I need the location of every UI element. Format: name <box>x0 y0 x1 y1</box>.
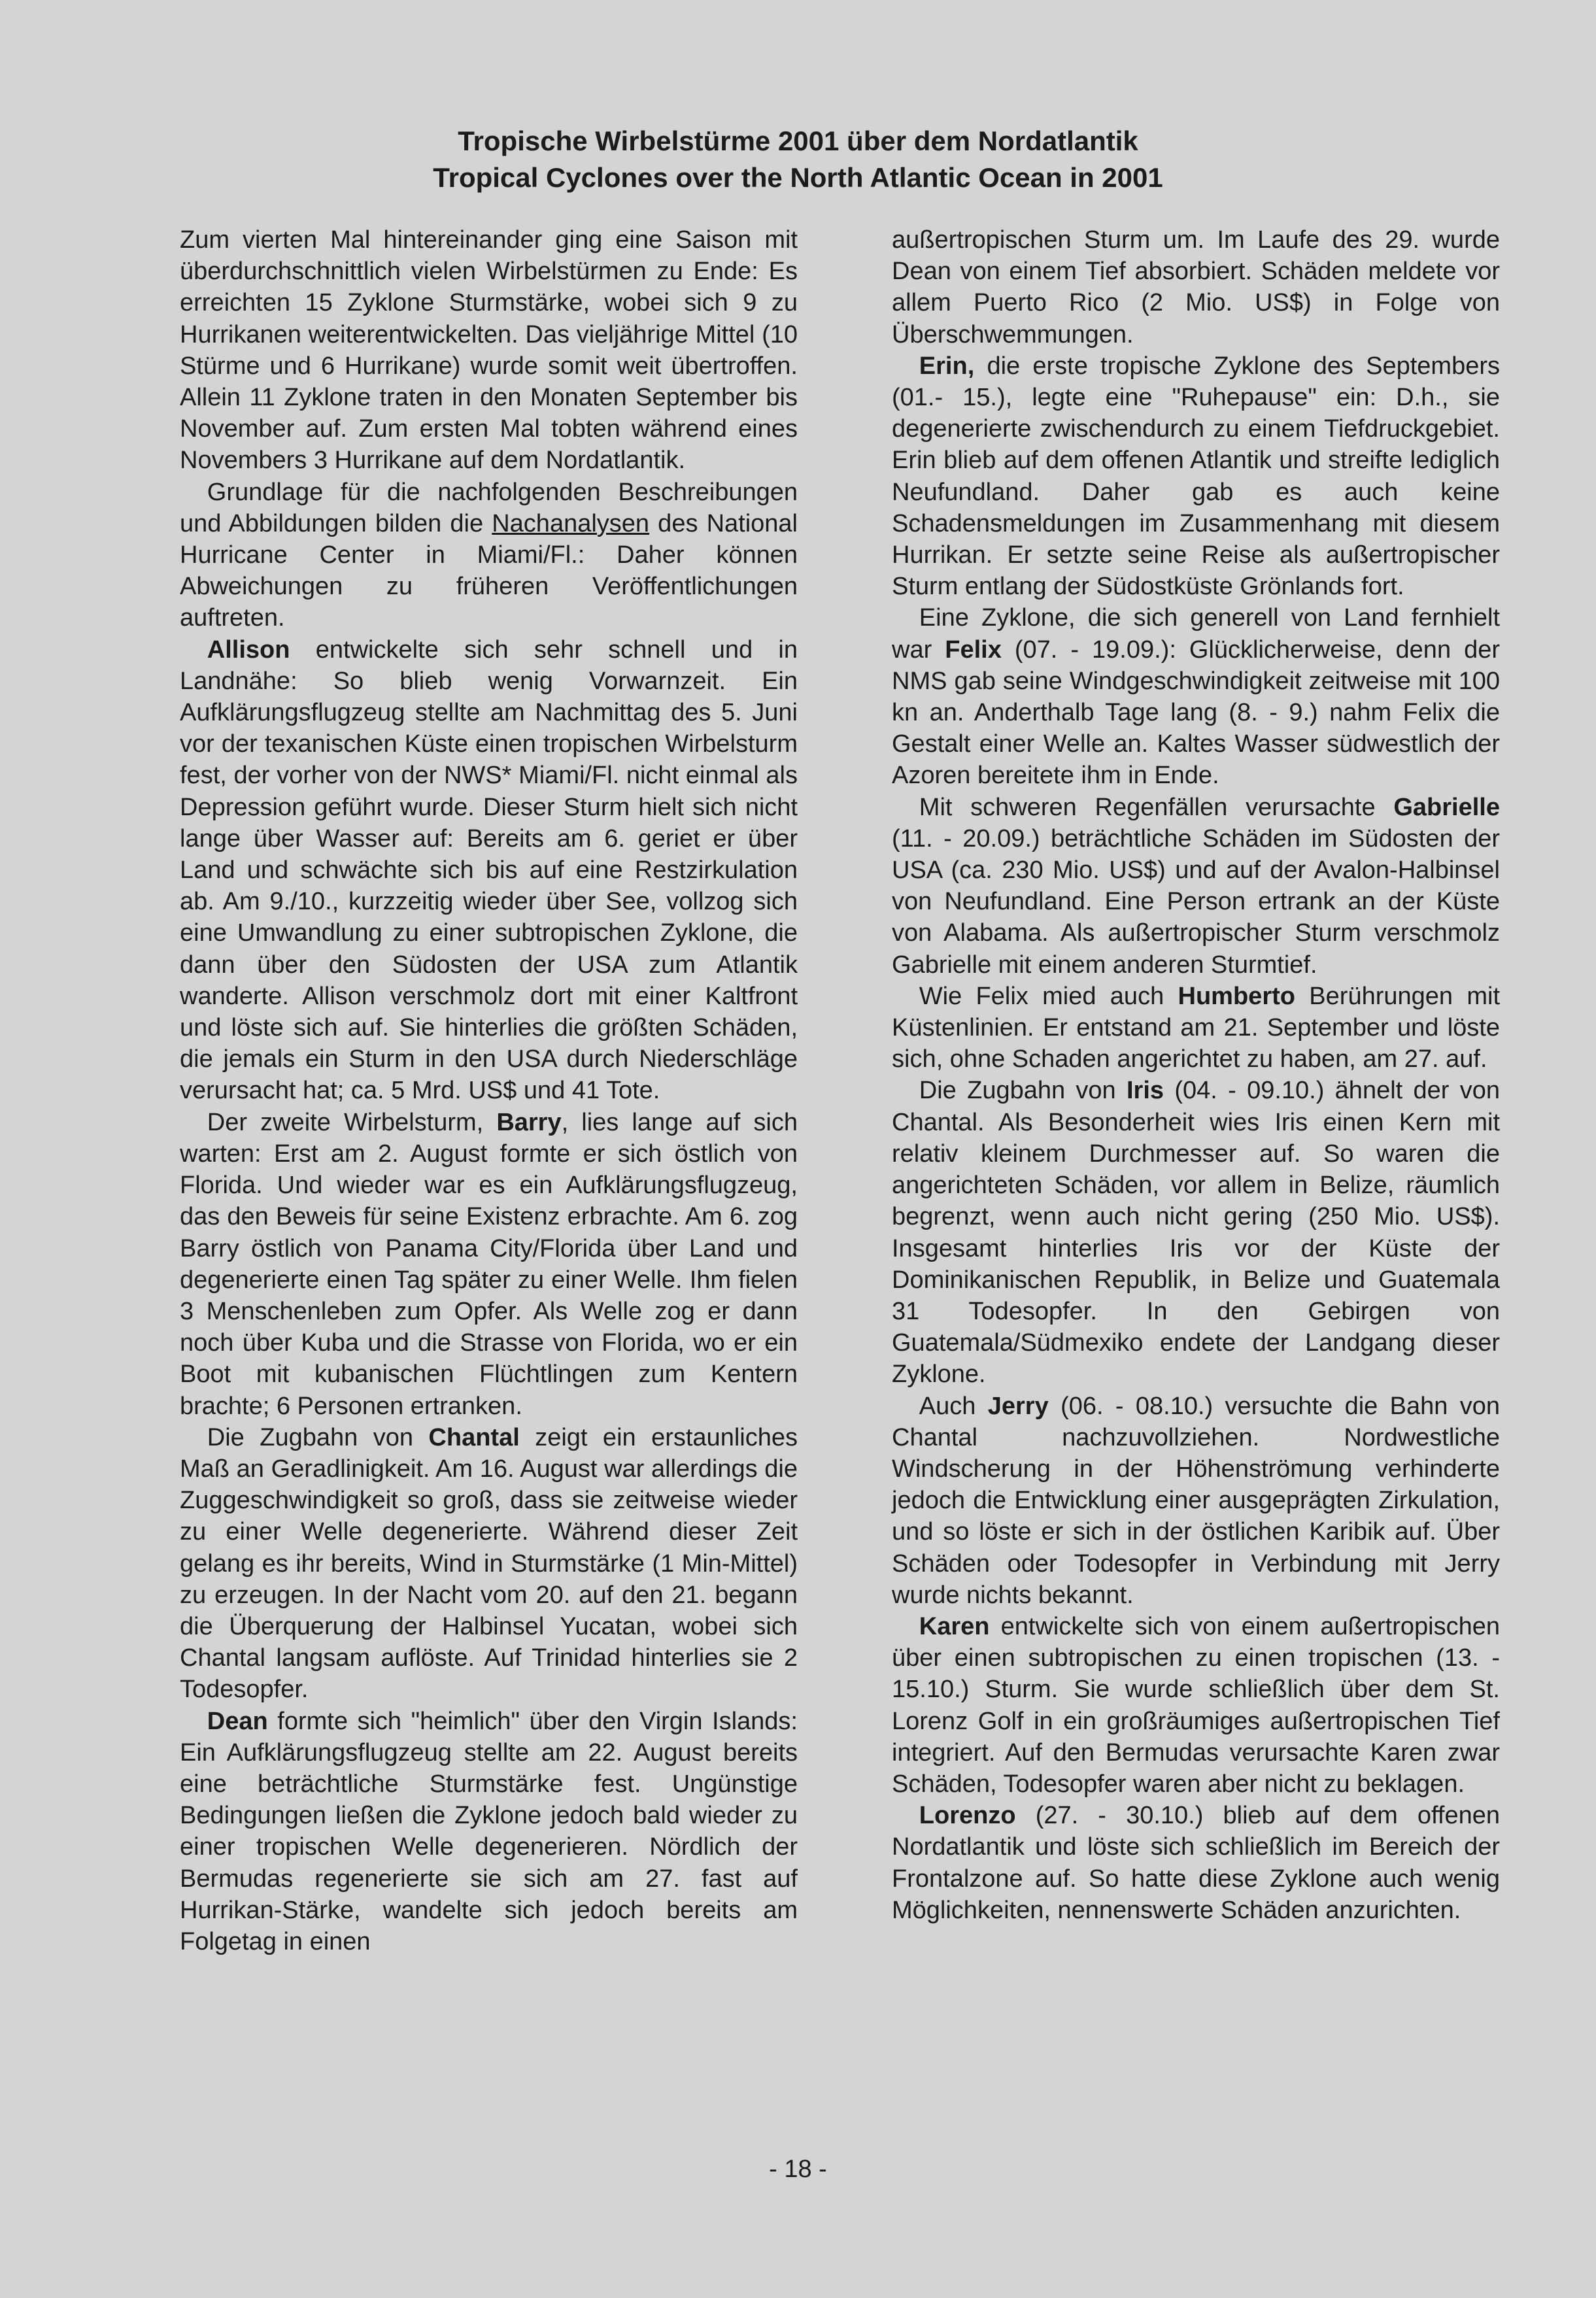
paragraph-text: entwickelte sich sehr schnell und in Landnähe: So blieb wenig Vorwarnzeit. Ein Aufklärungsflugzeug stellte am Nachmittag des 5. Juni vor der texanischen Küste einen tropischen Wirbelsturm fest, der vorher von der NWS* Miami/Fl. nicht einmal als Depression geführt wurde. Dieser Sturm hielt sich nicht lange über Wasser auf: Bereits am 6. geriet er über Land und schwächte sich bis auf eine Restzirkulation ab. Am 9./10., kurzzeitig wieder über See, vollzog sich eine Umwandlung zu einer subtropischen Zyklone, die dann über den Südosten der USA zum Atlantik wanderte. Allison verschmolz dort mit einer Kaltfront und löste sich auf. Sie hinterlies die größten Schäden, die jemals ein Sturm in den USA durch Niederschläge verursacht hat; ca. 5 Mrd. US$ und 41 Tote. <box>180 635 798 1105</box>
paragraph-text: (07. - 19.09.): Glücklicherweise, denn der NMS gab seine Windgeschwindigkeit zeitweise mit 100 kn an. Anderthalb Tage lang (8. - 9.) nahm Felix die Gestalt einer Welle an. Kaltes Wasser südwestlich der Azoren bereitete ihm in Ende. <box>892 635 1501 790</box>
paragraph-text: zeigt ein erstaunliches Maß an Geradlinigkeit. Am 16. August war allerdings die Zuggeschwindigkeit so groß, dass sie zeitweise wieder zu einer Welle degenerierte. Während dieser Zeit gelang es ihr bereits, Wind in Sturmstärke (1 Min-Mittel) zu erzeugen. In der Nacht vom 20. auf den 21. begann die Überquerung der Halbinsel Yucatan, wobei sich Chantal langsam auflöste. Auf Trinidad hinterlies sie 2 Todesopfer. <box>180 1423 798 1704</box>
paragraph-text: Zum vierten Mal hintereinander ging eine Saison mit überdurchschnittlich vielen Wirbelstürmen zu Ende: Es erreichten 15 Zyklone Sturmstärke, wobei sich 9 zu Hurrikanen weiterentwickelten. Das vieljährige Mittel (10 Stürme und 6 Hurrikane) wurde somit weit übertroffen. Allein 11 Zyklone traten in den Monaten September bis November auf. Zum ersten Mal tobten während eines Novembers 3 Hurrikane auf dem Nordatlantik. <box>180 226 798 475</box>
paragraph-humberto <box>892 981 1500 1075</box>
paragraph-lorenzo <box>892 1800 1500 1926</box>
paragraph-text: Eine Zyklone, die sich generell von Land fernhielt war <box>892 604 1500 664</box>
paragraph-text: Die Zugbahn von <box>919 1077 1127 1105</box>
paragraph-barry <box>180 1107 798 1422</box>
storm-name: Felix <box>945 635 1002 664</box>
title-german: Tropische Wirbelstürme 2001 über dem Nordatlantik <box>458 126 1138 156</box>
page-number: - 18 - <box>769 2155 827 2183</box>
storm-name: Allison <box>207 635 290 664</box>
paragraph-text: die erste tropische Zyklone des Septembers (01.- 15.), legte eine "Ruhepause" ein: D.h., sie degenerierte zwischendurch zu einem Tiefdruckgebiet. Erin blieb auf dem offenen Atlantik und streifte lediglich Neufundland. Daher gab es auch keine Schadensmeldungen im Zusammenhang mit diesem Hurrikan. Er setzte seine Reise als außertropischer Sturm entlang der Südostküste Grönlands fort. <box>892 352 1500 601</box>
paragraph-text: Der zweite Wirbelsturm, <box>207 1108 497 1136</box>
right-column <box>892 224 1500 1926</box>
paragraph-dean-continued <box>892 224 1500 350</box>
storm-name: Chantal <box>428 1423 520 1451</box>
paragraph-text: formte sich "heimlich" über den Virgin Islands: Ein Aufklärungsflugzeug stellte am 22. August bereits eine beträchtliche Sturmstärke fest. Ungünstige Bedingungen ließen die Zyklone jedoch bald wieder zu einer tropischen Welle degenerieren. Nördlich der Bermudas regenerierte sie sich am 27. fast auf Hurrikan-Stärke, wandelte sich jedoch bereits am Folgetag in einen <box>180 1707 798 1955</box>
storm-name: Iris <box>1127 1077 1164 1105</box>
storm-name: Dean <box>207 1707 268 1735</box>
paragraph-erin <box>892 350 1500 603</box>
paragraph-text: Mit schweren Regenfällen verursachte <box>919 793 1394 821</box>
storm-name: Karen <box>919 1612 990 1640</box>
storm-name: Gabrielle <box>1393 793 1500 821</box>
paragraph-chantal <box>180 1422 798 1706</box>
paragraph-text: (27. - 30.10.) blieb auf dem offenen Nordatlantik und löste sich schließlich im Bereich der Frontalzone auf. So hatte diese Zyklone auch wenig Möglichkeiten, nennenswerte Schäden anzurichten. <box>892 1802 1500 1924</box>
paragraph-text: Die Zugbahn von <box>207 1423 429 1451</box>
storm-name: Barry <box>496 1108 562 1136</box>
left-column <box>180 224 798 1957</box>
paragraph-jerry <box>892 1391 1500 1611</box>
storm-name: Humberto <box>1178 982 1295 1010</box>
paragraph-text: Auch <box>919 1392 988 1420</box>
paragraph-text: (11. - 20.09.) beträchtliche Schäden im Südosten der USA (ca. 230 Mio. US$) und auf der Avalon-Halbinsel von Neufundland. Eine Person ertrank an der Küste von Alabama. Als außertropischer Sturm verschmolz Gabrielle mit einem anderen Sturmtief. <box>892 824 1500 979</box>
paragraph-text: (06. - 08.10.) versuchte die Bahn von Chantal nachzuvollziehen. Nordwestliche Windscherung in der Höhenströmung verhinderte jedoch die Entwicklung einer ausgeprägten Zirkulation, und so löste er sich in der östlichen Karibik auf. Über Schäden oder Todesopfer in Verbindung mit Jerry wurde nichts bekannt. <box>892 1392 1500 1609</box>
paragraph-text: , lies lange auf sich warten: Erst am 2. August formte er sich östlich von Florida. Und wieder war es ein Aufklärungsflugzeug, das den Beweis für seine Existenz erbrachte. Am 6. zog Barry östlich von Panama City/Florida über Land und degenerierte einen Tag später zu einer Welle. Ihm fielen 3 Menschenleben zum Opfer. Als Welle zog er dann noch über Kuba und die Strasse von Florida, wo er ein Boot mit kubanischen Flüchtlingen zum Kentern brachte; 6 Personen ertranken. <box>180 1108 798 1420</box>
paragraph-text: Wie Felix mied auch <box>919 982 1178 1010</box>
paragraph-intro <box>180 224 798 477</box>
title-english: Tropical Cyclones over the North Atlantic Ocean in 2001 <box>433 162 1163 193</box>
paragraph-iris <box>892 1075 1500 1390</box>
storm-name: Jerry <box>987 1392 1049 1420</box>
paragraph-text: außertropischen Sturm um. Im Laufe des 29. wurde Dean von einem Tief absorbiert. Schäden meldete vor allem Puerto Rico (2 Mio. US$) in Folge von Überschwemmungen. <box>892 226 1500 348</box>
paragraph-text: des National Hurricane Center in Miami/Fl.: Daher können Abweichungen zu früheren Veröffentlichungen auftreten. <box>180 509 798 632</box>
paragraph-allison <box>180 634 798 1107</box>
paragraph-dean <box>180 1706 798 1958</box>
storm-name: Erin, <box>919 352 975 380</box>
paragraph-basis <box>180 477 798 634</box>
paragraph-felix <box>892 602 1500 791</box>
storm-name: Lorenzo <box>919 1802 1016 1830</box>
paragraph-text: (04. - 09.10.) ähnelt der von Chantal. Als Besonderheit wies Iris einen Kern mit relativ kleinem Durchmesser auf. So waren die angerichteten Schäden, vor allem in Belize, räumlich begrenzt, wenn auch nicht gering (250 Mio. US$). Insgesamt hinterlies Iris vor der Küste der Dominikanischen Republik, in Belize und Guatemala 31 Todesopfer. In den Gebirgen von Guatemala/Südmexiko endete der Landgang dieser Zyklone. <box>892 1077 1500 1389</box>
underlined-term: Nachanalysen <box>492 509 650 537</box>
paragraph-karen <box>892 1611 1500 1800</box>
paragraph-text: Berührungen mit Küstenlinien. Er entstand am 21. September und löste sich, ohne Schaden angerichtet zu haben, am 27. auf. <box>892 982 1501 1073</box>
paragraph-text: entwickelte sich von einem außertropischen über einen subtropischen zu einen tropischen (13. - 15.10.) Sturm. Sie wurde schließlich über dem St. Lorenz Golf in ein großräumiges außertropischen Tief integriert. Auf den Bermudas verursachte Karen zwar Schäden, Todesopfer waren aber nicht zu beklagen. <box>892 1612 1500 1798</box>
paragraph-text: Grundlage für die nachfolgenden Beschreibungen und Abbildungen bilden die <box>180 478 798 537</box>
page-title <box>0 123 1596 196</box>
paragraph-gabrielle <box>892 792 1500 981</box>
